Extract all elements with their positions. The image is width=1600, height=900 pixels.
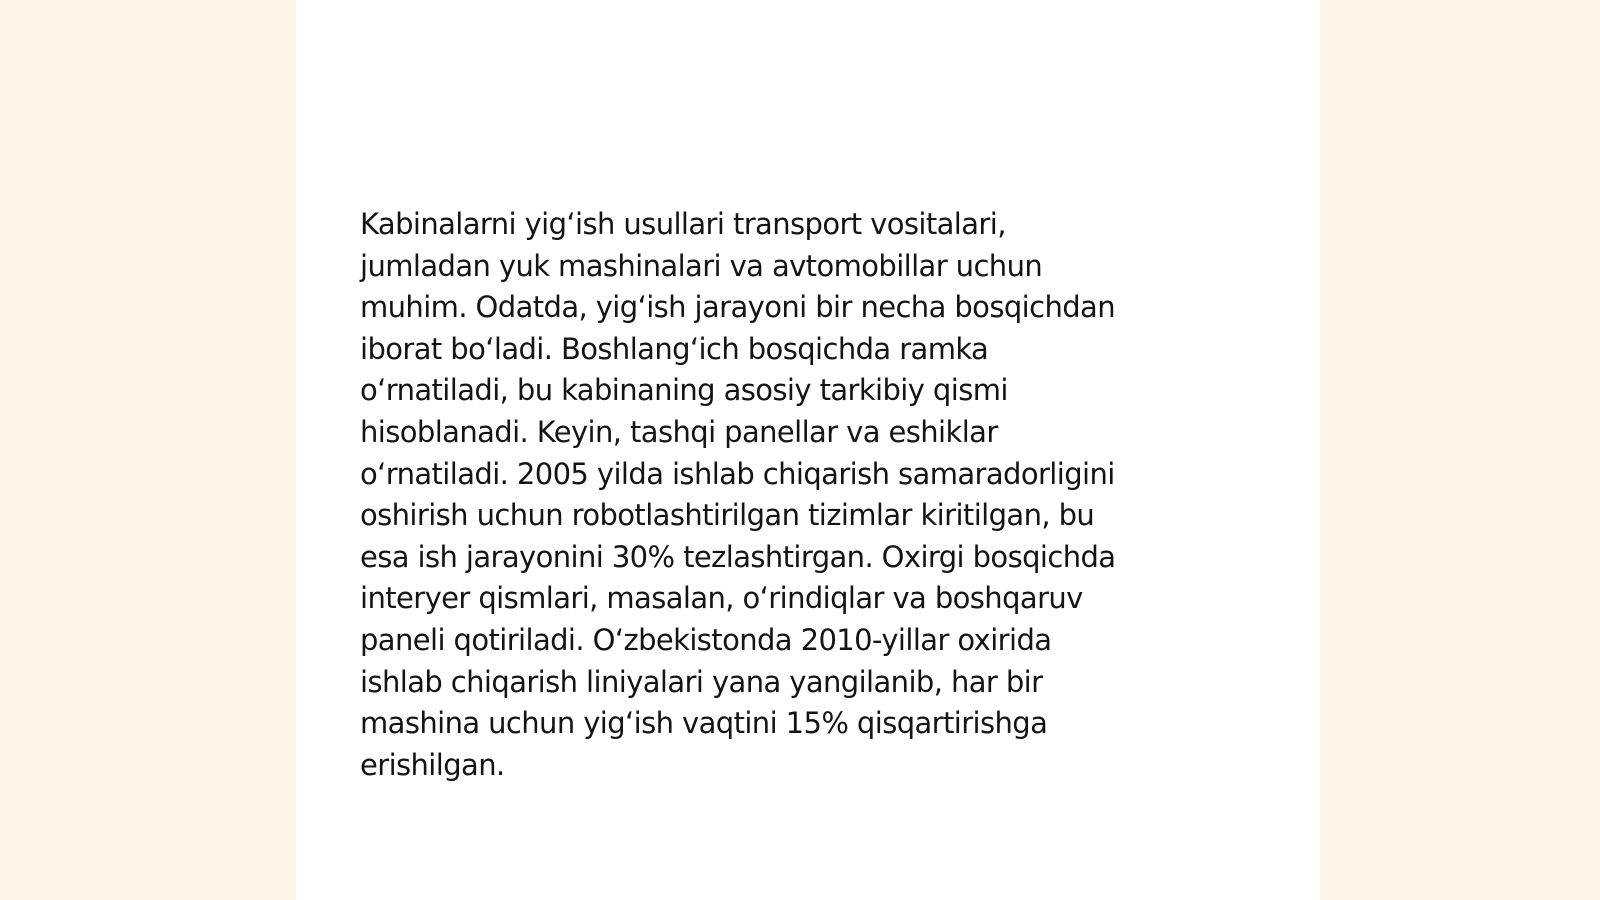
paragraph-line: jumladan yuk mashinalari va avtomobillar uchun <box>360 248 1043 283</box>
paragraph-line: esa ish jarayonini 30% tezlashtirgan. Oxirgi bosqichda <box>360 539 1116 574</box>
paragraph-line: Kabinalarni yig‘ish usullari transport vositalari, <box>360 207 1006 241</box>
document-page <box>296 0 1320 900</box>
paragraph-line: o‘rnatiladi, bu kabinaning asosiy tarkibiy qismi <box>360 373 1008 408</box>
paragraph-line: oshirish uchun robotlashtirilgan tizimlar kiritilgan, bu <box>360 498 1095 533</box>
paragraph-line: interyer qismlari, masalan, o‘rindiqlar va boshqaruv <box>360 581 1083 616</box>
paragraph-line: o‘rnatiladi. 2005 yilda ishlab chiqarish samaradorligini <box>360 456 1115 491</box>
paragraph-line: ishlab chiqarish liniyalari yana yangilanib, har bir <box>360 664 1043 699</box>
body-paragraph <box>360 204 1240 786</box>
paragraph-line: iborat bo‘ladi. Boshlang‘ich bosqichda ramka <box>360 331 989 366</box>
paragraph-line: erishilgan. <box>360 747 505 782</box>
paragraph-line: muhim. Odatda, yig‘ish jarayoni bir necha bosqichdan <box>360 290 1115 325</box>
paragraph-line: paneli qotiriladi. O‘zbekistonda 2010-yillar oxirida <box>360 622 1052 657</box>
paragraph-line: hisoblanadi. Keyin, tashqi panellar va eshiklar <box>360 414 998 449</box>
paragraph-line: mashina uchun yig‘ish vaqtini 15% qisqartirishga <box>360 706 1048 741</box>
